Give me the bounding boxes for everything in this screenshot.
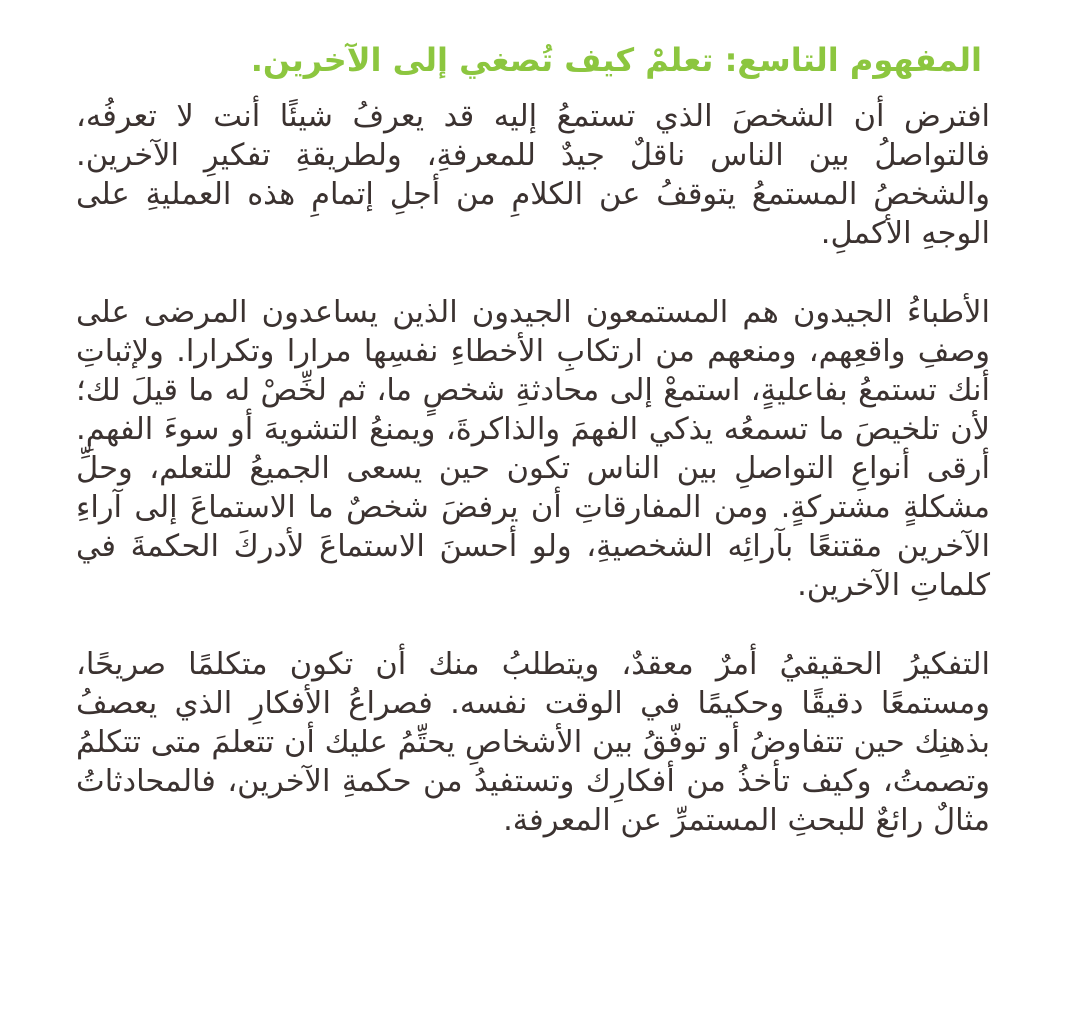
section-title: المفهوم التاسع: تعلمْ كيف تُصغي إلى الآخرين. bbox=[250, 41, 982, 79]
document-page bbox=[76, 30, 990, 1000]
paragraph-1: افترض أن الشخصَ الذي تستمعُ إليه قد يعرفُ شيئًا أنت لا تعرفُه، فالتواصلُ بين الناس ناقلٌ جيدٌ للمعرفةِ، ولطريقةِ تفكيرِ الآخرين. والشخصُ المستمعُ يتوقفُ عن الكلامِ من أجلِ إتمامِ هذه العمليةِ على الوجهِ الأكملِ. bbox=[76, 98, 990, 251]
paragraph-2: الأطباءُ الجيدون هم المستمعون الجيدون الذين يساعدون المرضى على وصفِ واقعِهم، ومنعهم من ارتكابِ الأخطاءِ نفسِها مرارا وتكرارا. ولإثباتِ أنك تستمعُ بفاعليةٍ، استمعْ إلى محادثةِ شخصٍ ما، ثم لخِّصْ له ما قيلَ لك؛ لأن تلخيصَ ما تسمعُه يذكي الفهمَ والذاكرةَ، ويمنعُ التشويهَ أو سوءَ الفهمِ. أرقى أنواعِ التواصلِ بين الناس تكون حين يسعى الجميعُ للتعلم، وحلِّ مشكلةٍ مشتركةٍ. ومن المفارقاتِ أن يرفضَ شخصٌ ما الاستماعَ إلى آراءِ الآخرين مقتنعًا بآرائِه الشخصيةِ، ولو أحسنَ الاستماعَ لأدركَ الحكمةَ في كلماتِ الآخرين. bbox=[76, 294, 990, 603]
paragraph-3: التفكيرُ الحقيقيُ أمرٌ معقدٌ، ويتطلبُ منك أن تكون متكلمًا صريحًا، ومستمعًا دقيقًا وحكيمًا في الوقت نفسه. فصراعُ الأفكارِ الذي يعصفُ بذهنِك حين تتفاوضُ أو توفّقُ بين الأشخاصِ يحتِّمُ عليك أن تتعلمَ متى تتكلمُ وتصمتُ، وكيف تأخذُ من أفكارِك وتستفيدُ من حكمةِ الآخرين، فالمحادثاتُ مثالٌ رائعٌ للبحثِ المستمرِّ عن المعرفة. bbox=[76, 646, 990, 838]
